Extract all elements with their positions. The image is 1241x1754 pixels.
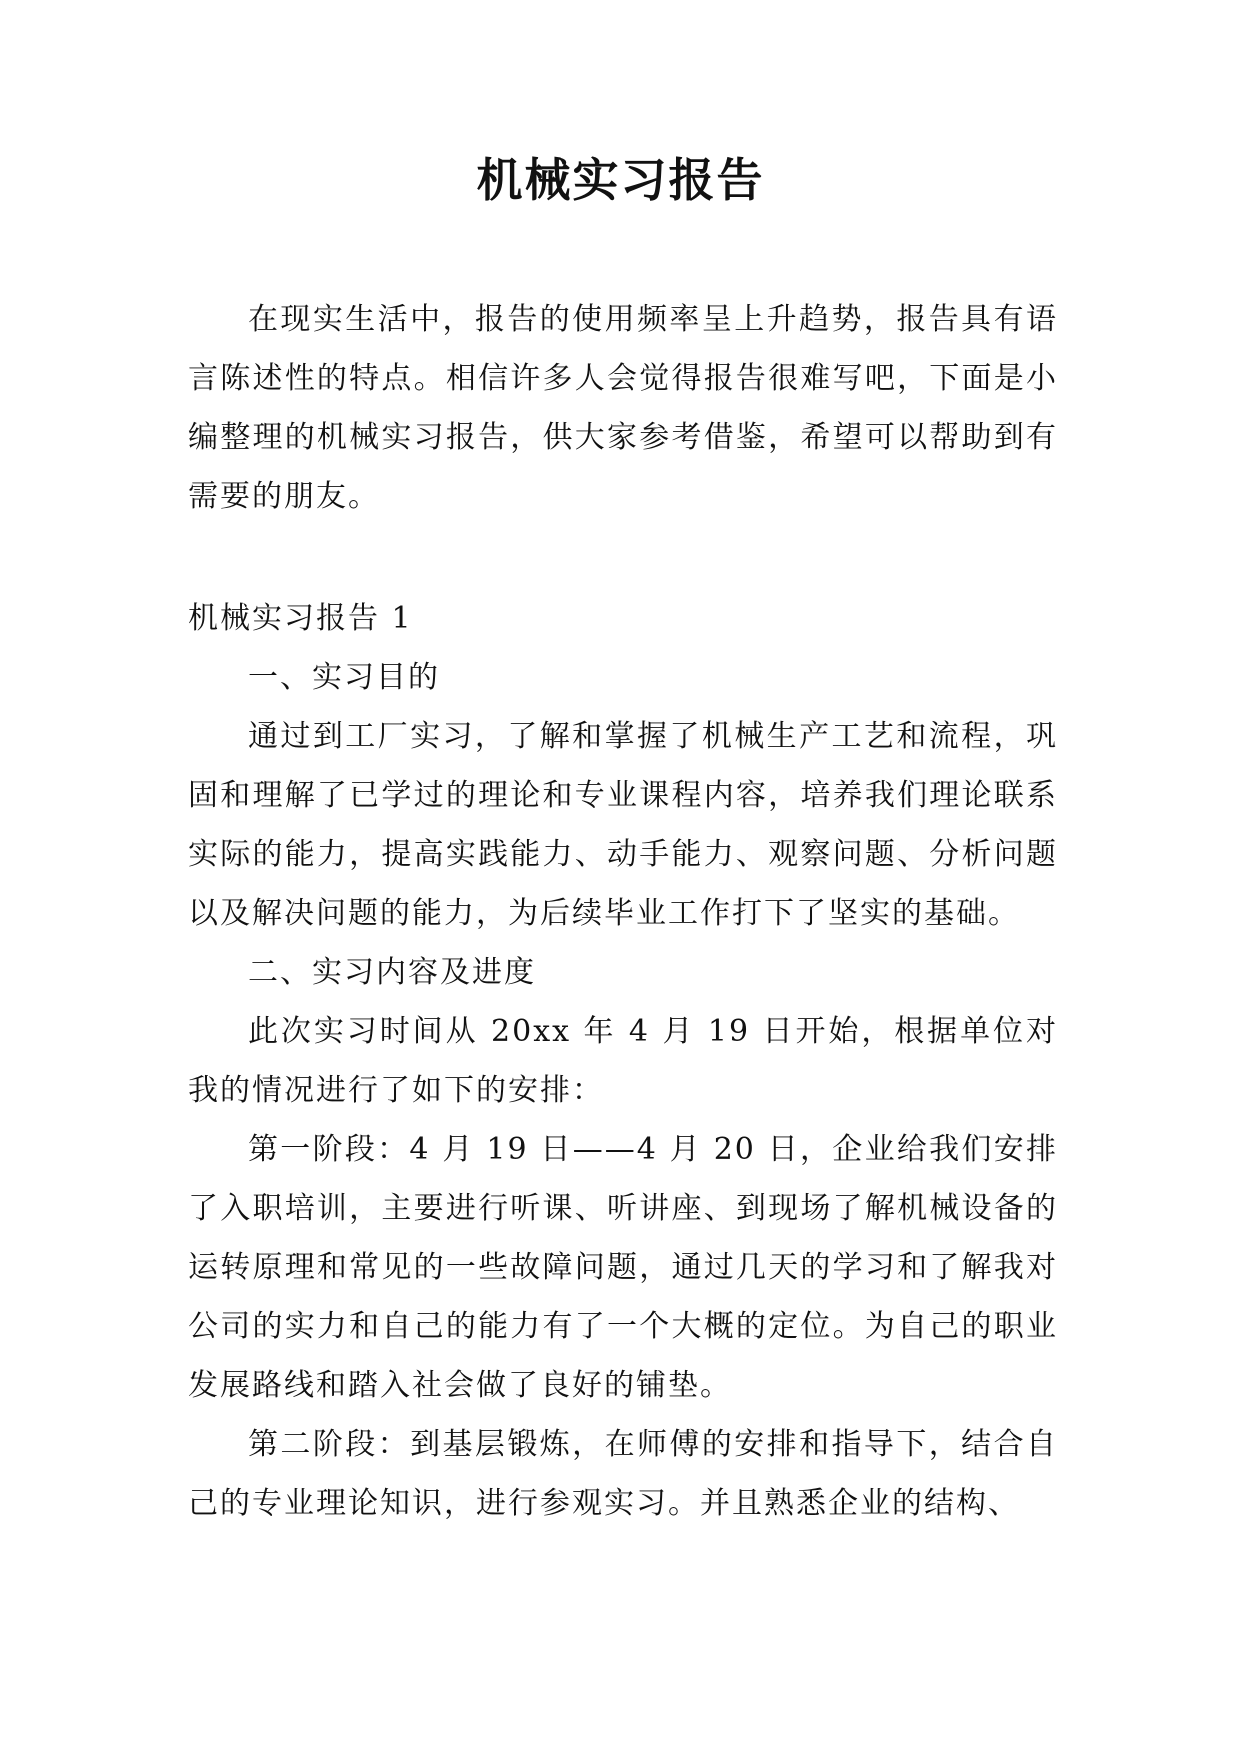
paragraph-purpose: 通过到工厂实习，了解和掌握了机械生产工艺和流程，巩固和理解了已学过的理论和专业课程内容，培养我们理论联系实际的能力，提高实践能力、动手能力、观察问题、分析问题以及解决问题的能力，为后续毕业工作打下了坚实的基础。 (188, 719, 1058, 931)
paragraph-stage-two: 第二阶段：到基层锻炼，在师傅的安排和指导下，结合自己的专业理论知识，进行参观实习。并且熟悉企业的结构、 (188, 1427, 1058, 1521)
paragraph-schedule: 此次实习时间从 20xx 年 4 月 19 日开始，根据单位对我的情况进行了如下的安排： (188, 1014, 1058, 1108)
section-heading: 机械实习报告 1 (188, 601, 413, 636)
heading-purpose: 一、实习目的 (248, 660, 440, 695)
intro-paragraph: 在现实生活中，报告的使用频率呈上升趋势，报告具有语言陈述性的特点。相信许多人会觉得报告很难写吧，下面是小编整理的机械实习报告，供大家参考借鉴，希望可以帮助到有需要的朋友。 (188, 302, 1058, 514)
document-title: 机械实习报告 (476, 153, 765, 207)
paragraph-stage-one: 第一阶段：4 月 19 日——4 月 20 日，企业给我们安排了入职培训，主要进行听课、听讲座、到现场了解机械设备的运转原理和常见的一些故障问题，通过几天的学习和了解我对公司的实力和自己的能力有了一个大概的定位。为自己的职业发展路线和踏入社会做了良好的铺垫。 (188, 1132, 1058, 1403)
heading-content-progress: 二、实习内容及进度 (248, 955, 536, 990)
document-body (188, 290, 1058, 1533)
